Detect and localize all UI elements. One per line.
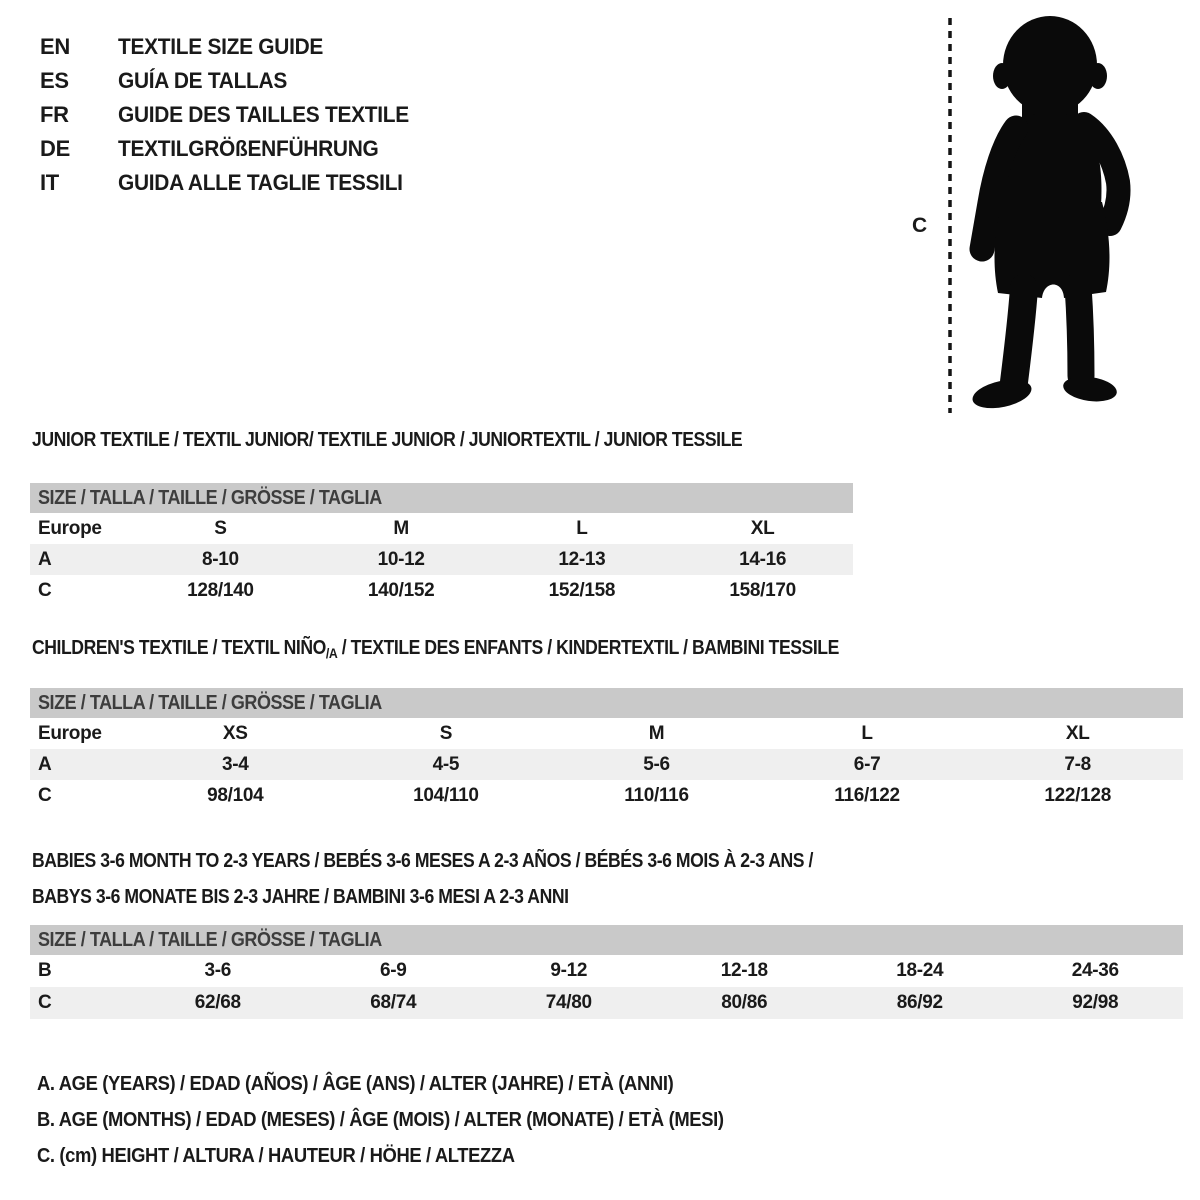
table-row (30, 955, 1183, 987)
babies-section-heading (32, 843, 813, 915)
cell: 74/80 (545, 992, 592, 1013)
legend-notes (37, 1066, 783, 1174)
cell: M (648, 722, 665, 744)
note-age-years: A. AGE (YEARS) / EDAD (AÑOS) / ÂGE (ANS) / ALTER (JAHRE) / ETÀ (ANNI) (37, 1073, 674, 1095)
cell: XL (1065, 722, 1090, 744)
size-header-bar (30, 483, 853, 513)
cell: 104/110 (413, 784, 479, 806)
children-heading-text: CHILDREN'S TEXTILE / TEXTIL NIÑO (32, 637, 326, 659)
cell: 158/170 (729, 579, 796, 601)
lang-row-it (40, 166, 424, 200)
children-section-heading (32, 637, 839, 660)
size-header-label: SIZE / TALLA / TAILLE / GRÖSSE / TAGLIA (38, 691, 382, 714)
table-row (30, 718, 1183, 749)
toddler-silhouette-icon (970, 16, 1119, 413)
lang-code: FR (40, 102, 69, 127)
cell: 110/116 (624, 784, 689, 806)
cell: 10-12 (377, 548, 425, 570)
cell: 92/98 (1072, 992, 1119, 1013)
cell: 9-12 (550, 960, 588, 981)
cell: S (439, 722, 453, 744)
table-row (30, 780, 1183, 811)
cell: 68/74 (370, 992, 417, 1013)
lang-code: DE (40, 136, 70, 161)
cell: 4-5 (432, 753, 460, 775)
height-figure (900, 10, 1160, 422)
row-label: Europe (38, 722, 102, 744)
row-label: B (38, 960, 52, 981)
cell: 140/152 (367, 579, 435, 601)
cell: 98/104 (207, 784, 264, 806)
lang-title: GUIDE DES TAILLES TEXTILE (118, 102, 409, 127)
row-label: C (38, 784, 52, 806)
junior-size-table (30, 483, 853, 606)
cell: 128/140 (187, 579, 254, 601)
junior-section-heading: JUNIOR TEXTILE / TEXTIL JUNIOR/ TEXTILE JUNIOR / JUNIORTEXTIL / JUNIOR TESSILE (32, 429, 743, 451)
size-header-label: SIZE / TALLA / TAILLE / GRÖSSE / TAGLIA (38, 928, 382, 951)
babies-size-table (30, 925, 1183, 1019)
row-label: Europe (38, 517, 102, 539)
table-row (30, 575, 853, 606)
cell: 8-10 (201, 548, 239, 570)
lang-title: TEXTILE SIZE GUIDE (118, 34, 324, 59)
row-label: C (38, 992, 52, 1013)
cell: 7-8 (1064, 753, 1091, 775)
cell: 62/68 (194, 992, 241, 1013)
cell: 6-9 (379, 960, 407, 981)
cell: XS (222, 722, 248, 744)
cell: 3-6 (204, 960, 232, 981)
cell: 5-6 (643, 753, 670, 775)
lang-code: EN (40, 34, 70, 59)
size-header-label: SIZE / TALLA / TAILLE / GRÖSSE / TAGLIA (38, 486, 382, 509)
cell: M (393, 517, 409, 539)
cell: 14-16 (739, 548, 787, 570)
lang-title: TEXTILGRÖßENFÜHRUNG (118, 136, 379, 161)
table-row (30, 749, 1183, 780)
lang-row-es (40, 64, 424, 98)
lang-title: GUIDA ALLE TAGLIE TESSILI (118, 170, 403, 195)
cell: 6-7 (853, 753, 881, 775)
cell: 24-36 (1071, 960, 1119, 981)
cell: 86/92 (896, 992, 943, 1013)
cell: 18-24 (896, 960, 944, 981)
language-title-list (40, 30, 424, 200)
cell: 12-18 (720, 960, 768, 981)
children-heading-text: / TEXTILE DES ENFANTS / KINDERTEXTIL / BAMBINI TESSILE (337, 637, 839, 659)
lang-row-en (40, 30, 424, 64)
cell: 12-13 (558, 548, 606, 570)
lang-code: ES (40, 68, 69, 93)
cell: 116/122 (834, 784, 900, 806)
note-height-cm: C. (cm) HEIGHT / ALTURA / HAUTEUR / HÖHE / ALTEZZA (37, 1145, 515, 1167)
cell: S (214, 517, 227, 539)
children-size-table (30, 688, 1183, 811)
lang-title: GUÍA DE TALLAS (118, 68, 288, 93)
size-header-bar (30, 925, 1183, 955)
lang-row-de (40, 132, 424, 166)
lang-code: IT (40, 170, 59, 195)
children-heading-sub: /A (325, 645, 338, 661)
row-label: A (38, 753, 52, 775)
height-measure-label: C (912, 214, 928, 237)
lang-row-fr (40, 98, 424, 132)
cell: 3-4 (222, 753, 249, 775)
note-age-months: B. AGE (MONTHS) / EDAD (MESES) / ÂGE (MOIS) / ALTER (MONATE) / ETÀ (MESI) (37, 1109, 724, 1131)
table-row (30, 544, 853, 575)
cell: L (861, 722, 873, 744)
row-label: C (38, 579, 52, 601)
table-row (30, 513, 853, 544)
cell: 152/158 (548, 579, 616, 601)
row-label: A (38, 548, 52, 570)
cell: 122/128 (1044, 784, 1111, 806)
cell: L (576, 517, 588, 539)
cell: XL (750, 517, 775, 539)
babies-heading-line1: BABIES 3-6 MONTH TO 2-3 YEARS / BEBÉS 3-6 MESES A 2-3 AÑOS / BÉBÉS 3-6 MOIS À 2-3 ANS / (32, 850, 813, 872)
cell: 80/86 (721, 992, 768, 1013)
babies-heading-line2: BABYS 3-6 MONATE BIS 2-3 JAHRE / BAMBINI 3-6 MESI A 2-3 ANNI (32, 886, 569, 908)
size-header-bar (30, 688, 1183, 718)
table-row (30, 987, 1183, 1019)
